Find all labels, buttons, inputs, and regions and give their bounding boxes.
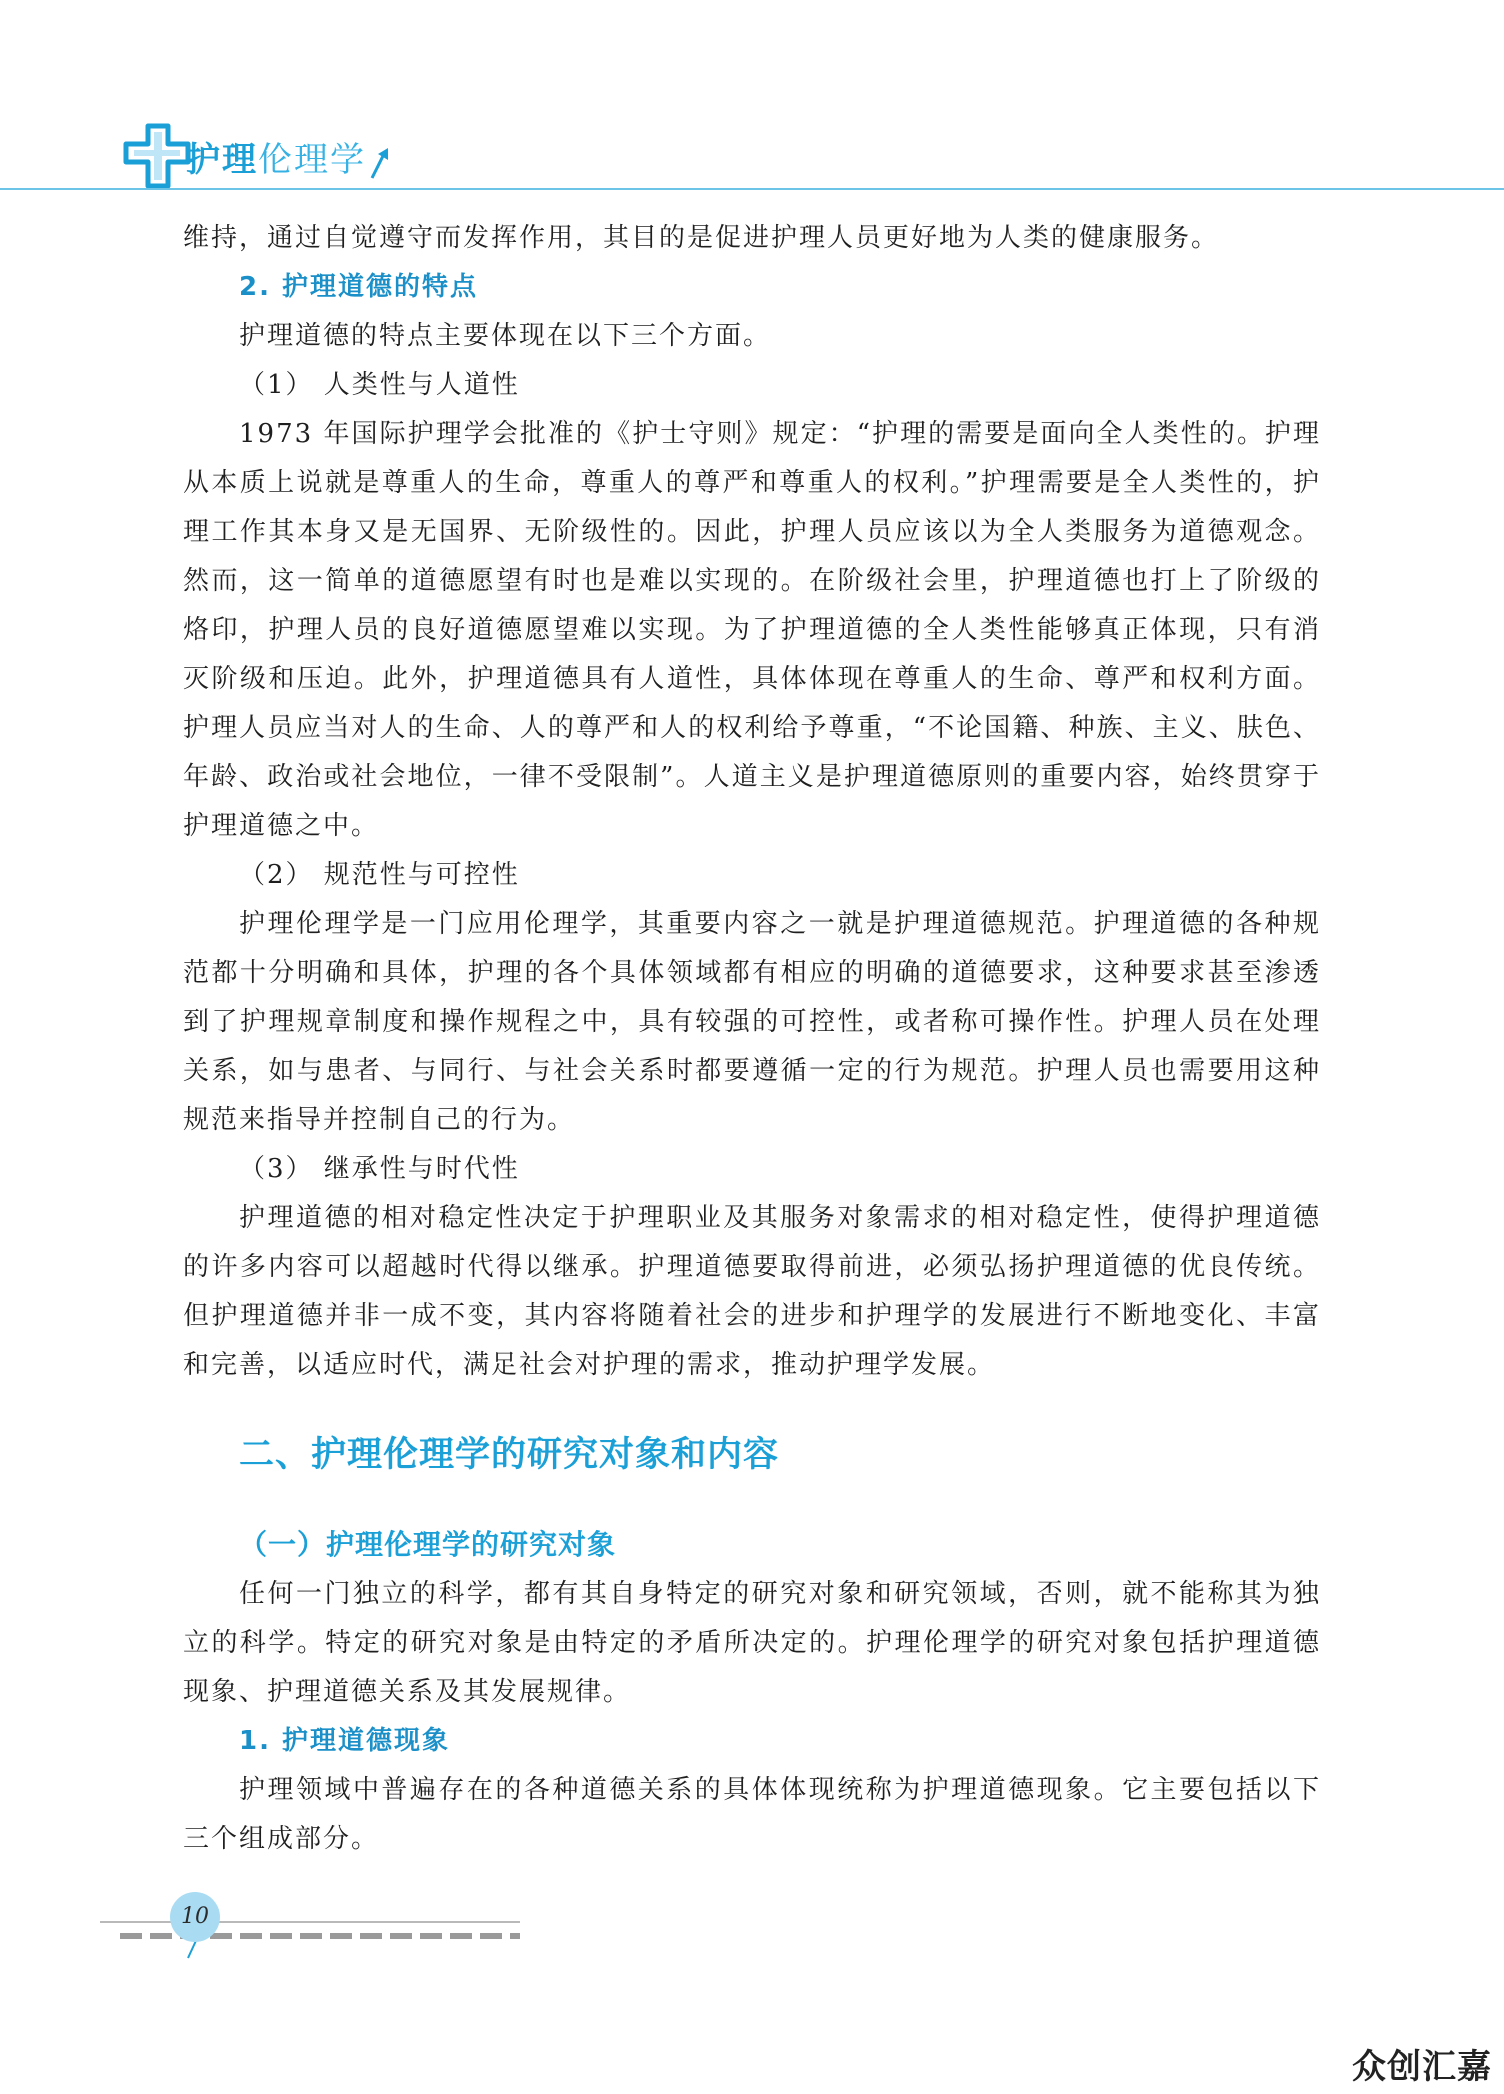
header-rule [0, 188, 1504, 190]
book-title [186, 138, 366, 182]
subsection-heading: 1. 护理道德现象 [239, 1726, 451, 1756]
subsection-heading: 2. 护理道德的特点 [239, 272, 479, 302]
subsection-title: （一）护理伦理学的研究对象 [239, 1528, 617, 1561]
list-item-heading: （3） 继承性与时代性 [239, 1154, 520, 1184]
list-item-heading: （1） 人类性与人道性 [239, 370, 520, 400]
book-title-light: 伦理学 [258, 140, 366, 180]
page-content [183, 214, 1321, 1864]
paragraph: 护理领域中普遍存在的各种道德关系的具体体现统称为护理道德现象。它主要包括以下三个组成部分。 [183, 1775, 1321, 1854]
paragraph: 护理伦理学是一门应用伦理学，其重要内容之一就是护理道德规范。护理道德的各种规范都十分明确和具体，护理的各个具体领域都有相应的明确的道德要求，这种要求甚至渗透到了护理规章制度和操作规程之中，具有较强的可控性，或者称可操作性。护理人员在处理关系，如与患者、与同行、与社会关系时都要遵循一定的行为规范。护理人员也需要用这种规范来指导并控制自己的行为。 [183, 909, 1321, 1135]
page-footer [100, 1880, 520, 1970]
list-item-heading: （2） 规范性与可控性 [239, 860, 520, 890]
section-heading: 二、护理伦理学的研究对象和内容 [239, 1435, 780, 1475]
paragraph: 任何一门独立的科学，都有其自身特定的研究对象和研究领域，否则，就不能称其为独立的科学。特定的研究对象是由特定的矛盾所决定的。护理伦理学的研究对象包括护理道德现象、护理道德关系及其发展规律。 [183, 1579, 1321, 1707]
page-number: 10 [181, 1904, 209, 1929]
book-title-bold: 护理 [186, 140, 258, 180]
watermark: 众创汇嘉 [1352, 2047, 1492, 2087]
arrow-icon [368, 146, 396, 180]
paragraph: 1973 年国际护理学会批准的《护士守则》规定：“护理的需要是面向全人类性的。护理从本质上说就是尊重人的生命，尊重人的尊严和尊重人的权利。”护理需要是全人类性的，护理工作其本身又是无国界、无阶级性的。因此，护理人员应该以为全人类服务为道德观念。然而，这一简单的道德愿望有时也是难以实现的。在阶级社会里，护理道德也打上了阶级的烙印，护理人员的良好道德愿望难以实现。为了护理道德的全人类性能够真正体现，只有消灭阶级和压迫。此外，护理道德具有人道性，具体体现在尊重人的生命、尊严和权利方面。护理人员应当对人的生命、人的尊严和人的权利给予尊重，“不论国籍、种族、主义、肤色、年龄、政治或社会地位，一律不受限制”。人道主义是护理道德原则的重要内容，始终贯穿于护理道德之中。 [183, 419, 1321, 841]
footer-decoration [100, 1910, 520, 1970]
paragraph: 维持，通过自觉遵守而发挥作用，其目的是促进护理人员更好地为人类的健康服务。 [183, 223, 1220, 253]
paragraph: 护理道德的相对稳定性决定于护理职业及其服务对象需求的相对稳定性，使得护理道德的许多内容可以超越时代得以继承。护理道德要取得前进，必须弘扬护理道德的优良传统。但护理道德并非一成不变，其内容将随着社会的进步和护理学的发展进行不断地变化、丰富和完善，以适应时代，满足社会对护理的需求，推动护理学发展。 [183, 1203, 1321, 1380]
paragraph: 护理道德的特点主要体现在以下三个方面。 [239, 321, 772, 351]
page-header [0, 0, 1504, 200]
